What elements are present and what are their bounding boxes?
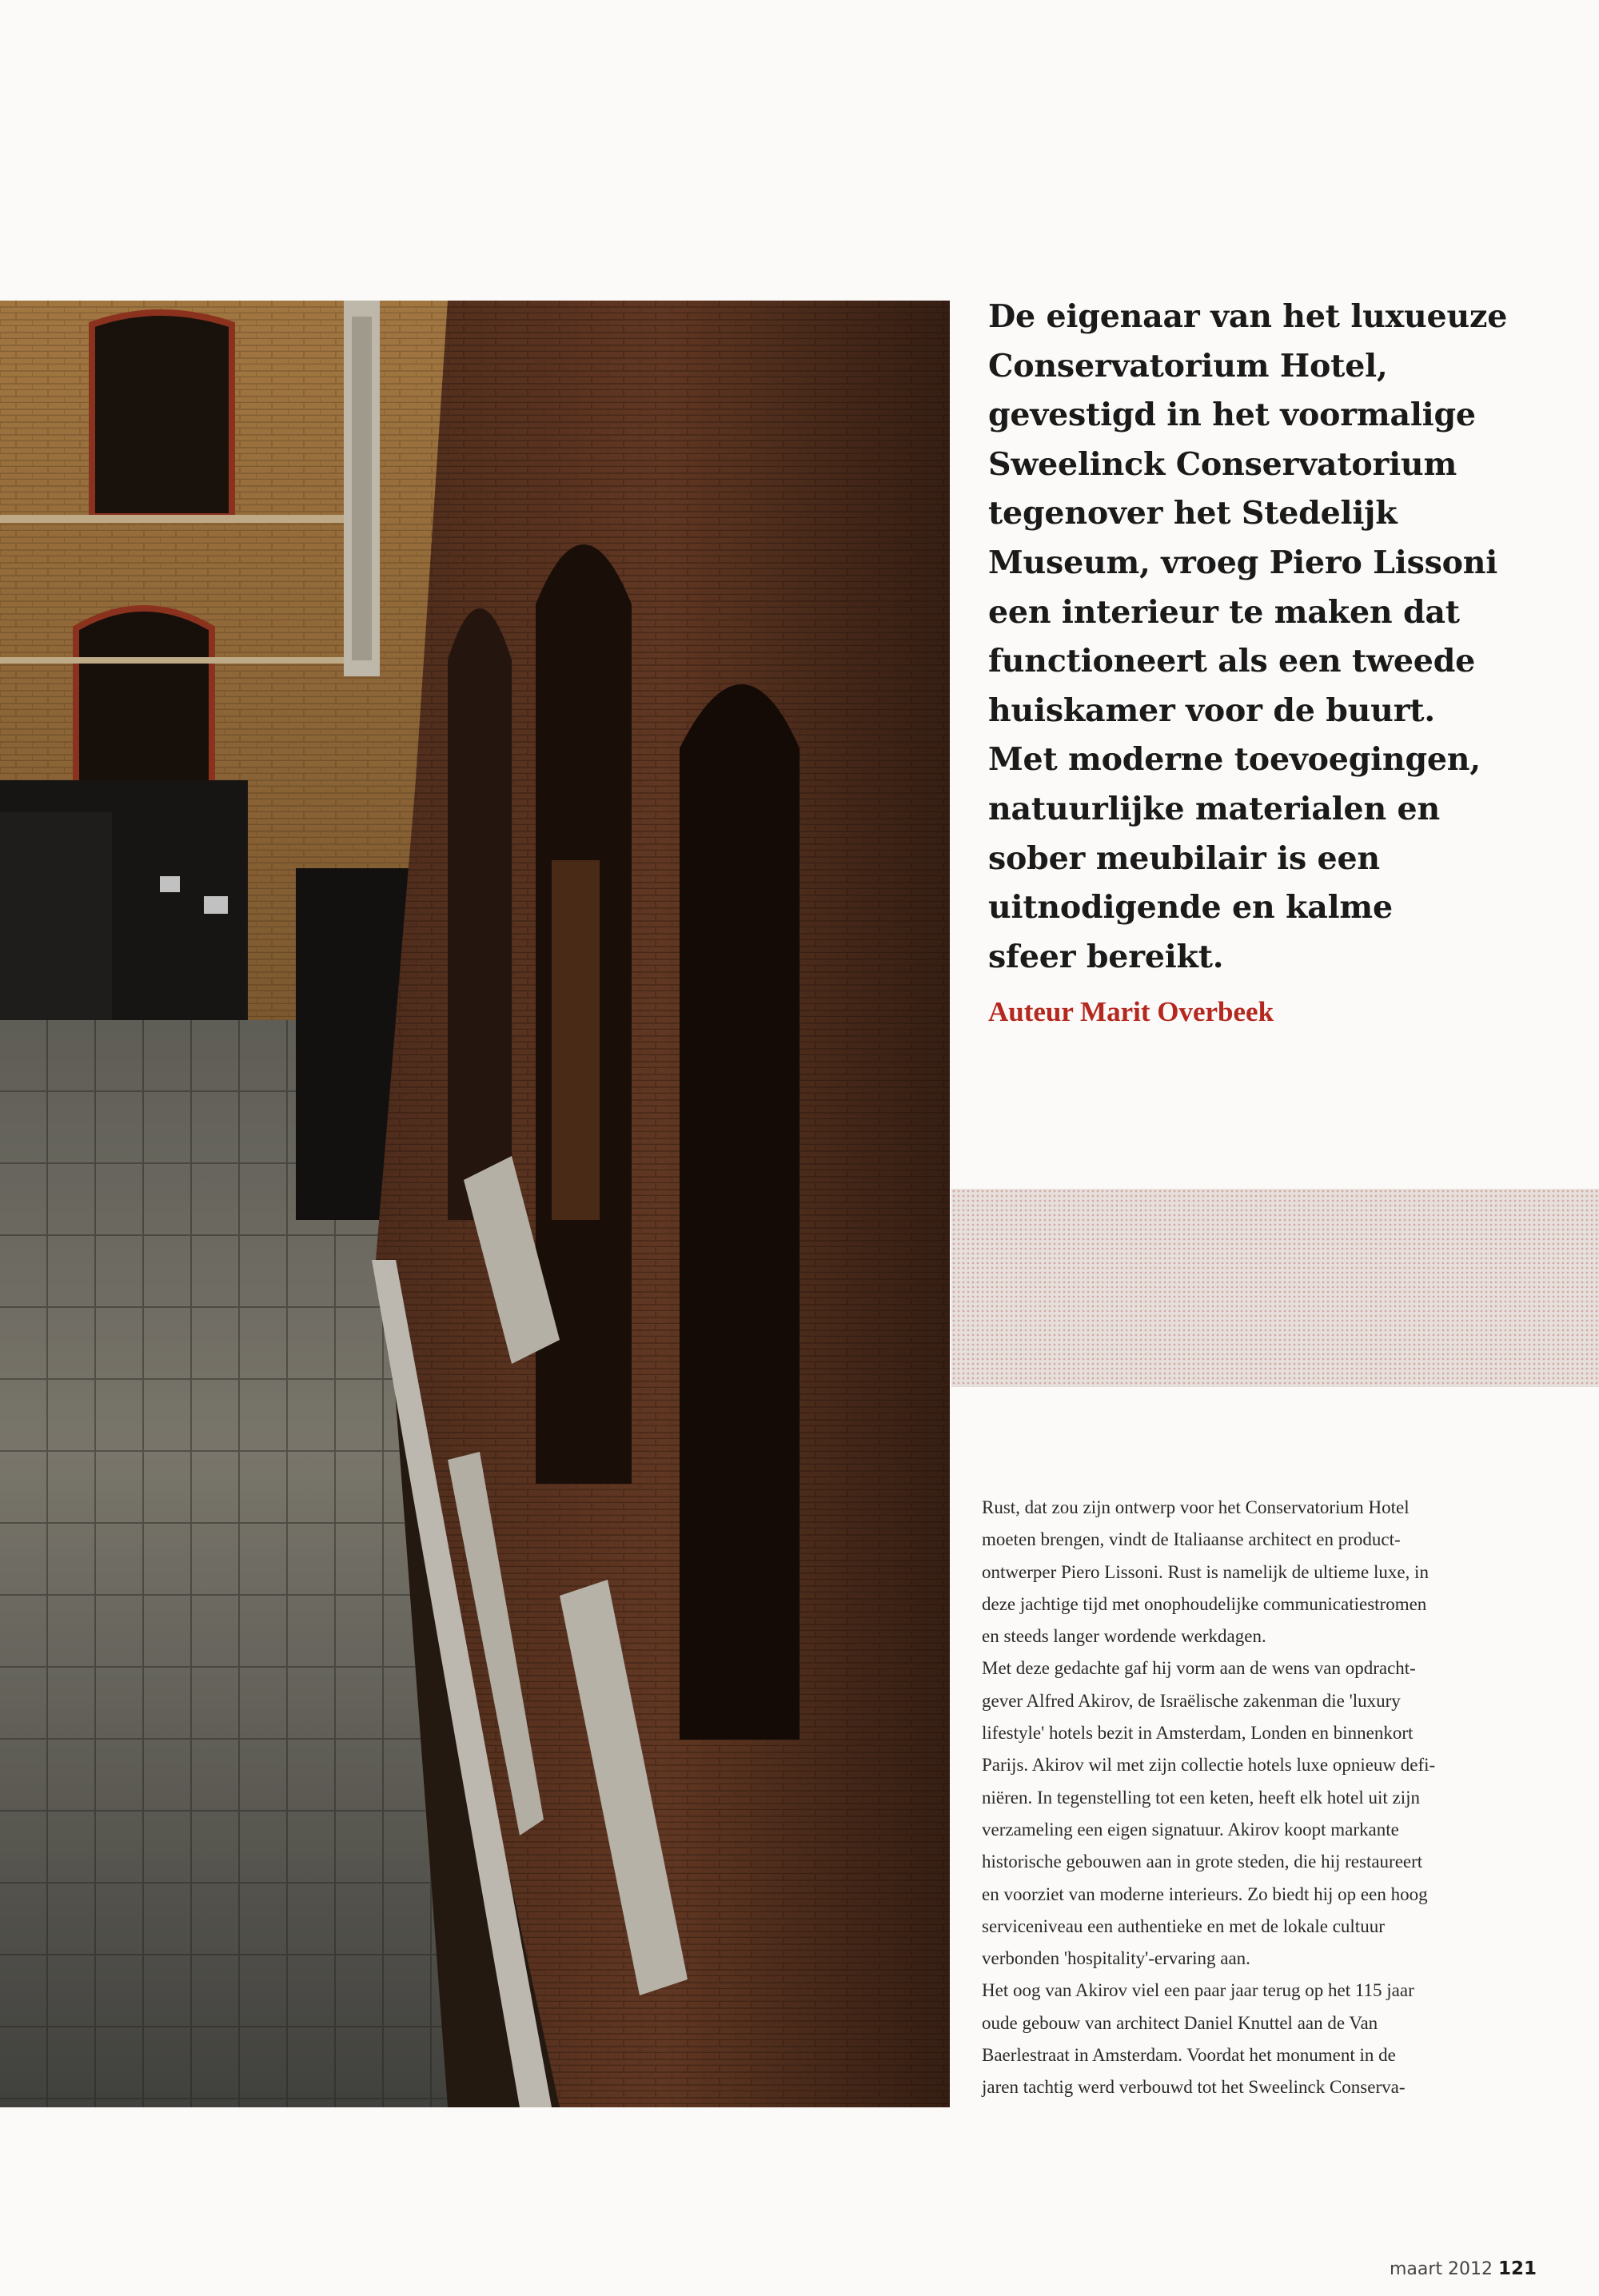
intro-line: sober meubilair is een xyxy=(988,839,1380,877)
body-line: verbonden 'hospitality'-ervaring aan. xyxy=(982,1948,1250,1969)
page-number: 121 xyxy=(1498,2258,1537,2279)
atrium-photo-illustration xyxy=(0,301,950,2107)
body-line: oude gebouw van architect Daniel Knuttel aan de Van xyxy=(982,2012,1378,2033)
intro-line: Met moderne toevoegingen, xyxy=(988,741,1481,779)
body-line: en voorziet van moderne interieurs. Zo biedt hij op een hoog xyxy=(982,1883,1428,1904)
body-line: serviceniveau een authentieke en met de lokale cultuur xyxy=(982,1915,1385,1936)
body-column xyxy=(982,1492,1541,2104)
page-folio xyxy=(1390,2258,1537,2279)
body-line: jaren tachtig werd verbouwd tot het Sweelinck Conserva- xyxy=(982,2077,1406,2098)
body-line: gever Alfred Akirov, de Israëlische zakenman die 'luxury xyxy=(982,1690,1401,1711)
intro-lead xyxy=(988,293,1580,982)
body-line: Parijs. Akirov wil met zijn collectie hotels luxe opnieuw defi- xyxy=(982,1755,1436,1776)
intro-line: De eigenaar van het luxueuze xyxy=(988,298,1508,335)
intro-line: uitnodigende en kalme xyxy=(988,889,1393,927)
author-credit: Auteur Marit Overbeek xyxy=(988,996,1274,1027)
body-line: niëren. In tegenstelling tot een keten, heeft elk hotel uit zijn xyxy=(982,1787,1420,1808)
body-line: en steeds langer wordende werkdagen. xyxy=(982,1626,1266,1647)
body-line: verzameling een eigen signatuur. Akirov koopt markante xyxy=(982,1819,1399,1840)
body-line: moeten brengen, vindt de Italiaanse architect en product- xyxy=(982,1529,1401,1550)
atrium-photo xyxy=(0,301,950,2107)
intro-line: Museum, vroeg Piero Lissoni xyxy=(988,544,1498,581)
body-line: Met deze gedachte gaf hij vorm aan de wens van opdracht- xyxy=(982,1658,1416,1679)
body-line: lifestyle' hotels bezit in Amsterdam, Londen en binnenkort xyxy=(982,1723,1414,1744)
folio-date: maart 2012 xyxy=(1390,2259,1493,2279)
intro-line: natuurlijke materialen en xyxy=(988,790,1440,827)
intro-line: Sweelinck Conservatorium xyxy=(988,445,1457,483)
intro-line: tegenover het Stedelijk xyxy=(988,495,1398,532)
body-line: Baerlestraat in Amsterdam. Voordat het monument in de xyxy=(982,2045,1396,2066)
intro-line: huiskamer voor de buurt. xyxy=(988,692,1435,729)
halftone-band xyxy=(951,1189,1599,1387)
body-line: ontwerper Piero Lissoni. Rust is namelijk de ultieme luxe, in xyxy=(982,1561,1429,1582)
body-line: Rust, dat zou zijn ontwerp voor het Conservatorium Hotel xyxy=(982,1497,1410,1517)
intro-line: sfeer bereikt. xyxy=(988,938,1224,975)
intro-line: een interieur te maken dat xyxy=(988,593,1460,631)
intro-line: Conservatorium Hotel, xyxy=(988,347,1388,385)
intro-line: functioneert als een tweede xyxy=(988,643,1476,680)
intro-line: gevestigd in het voormalige xyxy=(988,397,1476,434)
body-line: historische gebouwen aan in grote steden, die hij restaureert xyxy=(982,1852,1423,1872)
body-line: Het oog van Akirov viel een paar jaar terug op het 115 jaar xyxy=(982,1980,1414,2001)
body-line: deze jachtige tijd met onophoudelijke communicatiestromen xyxy=(982,1593,1427,1614)
